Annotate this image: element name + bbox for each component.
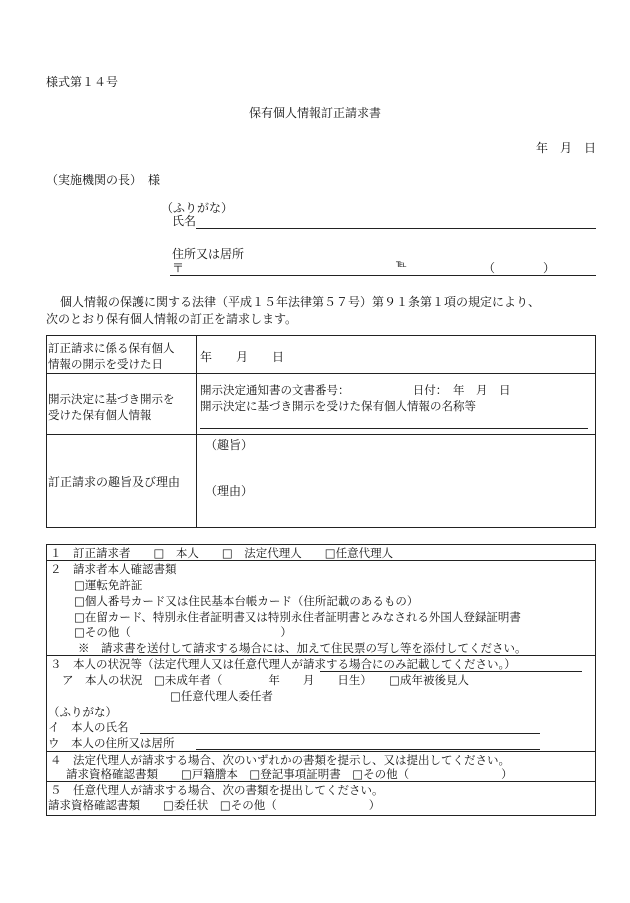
voluntary-rep-heading: ５ 任意代理人が請求する場合、次の書類を提出してください。 xyxy=(50,783,384,797)
address-label: 住所又は居所 xyxy=(172,247,245,261)
principal-status-options[interactable]: ア 本人の状況 □未成年者（ 年 月 日生） □成年被後見人 xyxy=(62,673,469,687)
legal-rep-documents[interactable]: 請求資格確認書類 □戸籍謄本 □登記事項証明書 □その他（ ） xyxy=(66,767,513,781)
option-my-number-card[interactable]: □個人番号カード又は住民基本台帳カード（住所記載のあるもの） xyxy=(74,594,419,608)
principal-name-field[interactable] xyxy=(140,733,540,734)
intro-line-1: 個人情報の保護に関する法律（平成１５年法律第５７号）第９１条第１項の規定により、 xyxy=(60,295,541,309)
name-label: 氏名 xyxy=(172,214,197,228)
purpose-reason-label: 訂正請求の趣旨及び理由 xyxy=(48,475,181,489)
option-other-document[interactable]: □その他（ ） xyxy=(74,625,292,639)
address-field[interactable] xyxy=(170,275,596,276)
recipient: （実施機関の長） 様 xyxy=(46,173,161,187)
name-field[interactable] xyxy=(196,228,596,229)
page-title: 保有個人情報訂正請求書 xyxy=(248,106,381,120)
tel-paren: （ ） xyxy=(483,261,556,275)
principal-name-label: イ 本人の氏名 xyxy=(48,720,129,734)
purpose-label: （趣旨） xyxy=(205,438,254,452)
principal-furigana-label: （ふりがな） xyxy=(48,705,117,719)
notice-document-number[interactable]: 開示決定通知書の文書番号： 日付： 年 月 日 xyxy=(200,383,511,397)
date-line: 年 月 日 xyxy=(536,141,597,155)
requester-type-row[interactable]: １ 訂正請求者 □ 本人 □ 法定代理人 □任意代理人 xyxy=(50,546,394,560)
disclosed-info-label-1: 開示決定に基づき開示を xyxy=(48,392,175,406)
disclosure-date-value[interactable]: 年 月 日 xyxy=(200,350,285,364)
option-voluntary-principal[interactable]: □任意代理人委任者 xyxy=(170,689,273,703)
disclosed-info-name-field[interactable] xyxy=(200,428,588,429)
principal-address-field[interactable] xyxy=(196,749,540,750)
disclosure-date-label-2: 情報の開示を受けた日 xyxy=(48,357,163,371)
table-row-divider xyxy=(46,434,595,435)
option-drivers-license[interactable]: □運転免許証 xyxy=(74,578,143,592)
legal-rep-heading: ４ 法定代理人が請求する場合、次のいずれかの書類を提示し、又は提出してください。 xyxy=(50,753,510,767)
table-divider xyxy=(196,335,197,527)
voluntary-rep-documents[interactable]: 請求資格確認書類 □委任状 □その他（ ） xyxy=(48,798,381,812)
intro-line-2: 次のとおり保有個人情報の訂正を請求します。 xyxy=(46,312,298,326)
reason-label: （理由） xyxy=(205,484,254,498)
identity-documents-heading: ２ 請求者本人確認書類 xyxy=(50,562,177,576)
form-number: 様式第１４号 xyxy=(46,75,119,89)
disclosed-info-label-2: 受けた保有個人情報 xyxy=(48,408,152,422)
postal-mark: 〒 xyxy=(172,261,185,275)
table-row-divider xyxy=(46,373,595,374)
principal-address-label: ウ 本人の住所又は居所 xyxy=(48,736,175,750)
furigana-label: （ふりがな） xyxy=(161,201,234,215)
option-residence-card[interactable]: □在留カード、特別永住者証明書又は特別永住者証明書とみなされる外国人登録証明書 xyxy=(74,610,521,624)
mailing-note: ※ 請求書を送付して請求する場合には、加えて住民票の写し等を添付してください。 xyxy=(78,641,527,655)
disclosed-info-name-label: 開示決定に基づき開示を受けた保有個人情報の名称等 xyxy=(200,399,476,413)
tel-icon: ℡ xyxy=(396,259,407,270)
disclosure-date-label-1: 訂正請求に係る保有個人 xyxy=(48,341,175,355)
principal-status-heading: ３ 本人の状況等（法定代理人又は任意代理人が請求する場合にのみ記載してください。） xyxy=(50,657,516,671)
